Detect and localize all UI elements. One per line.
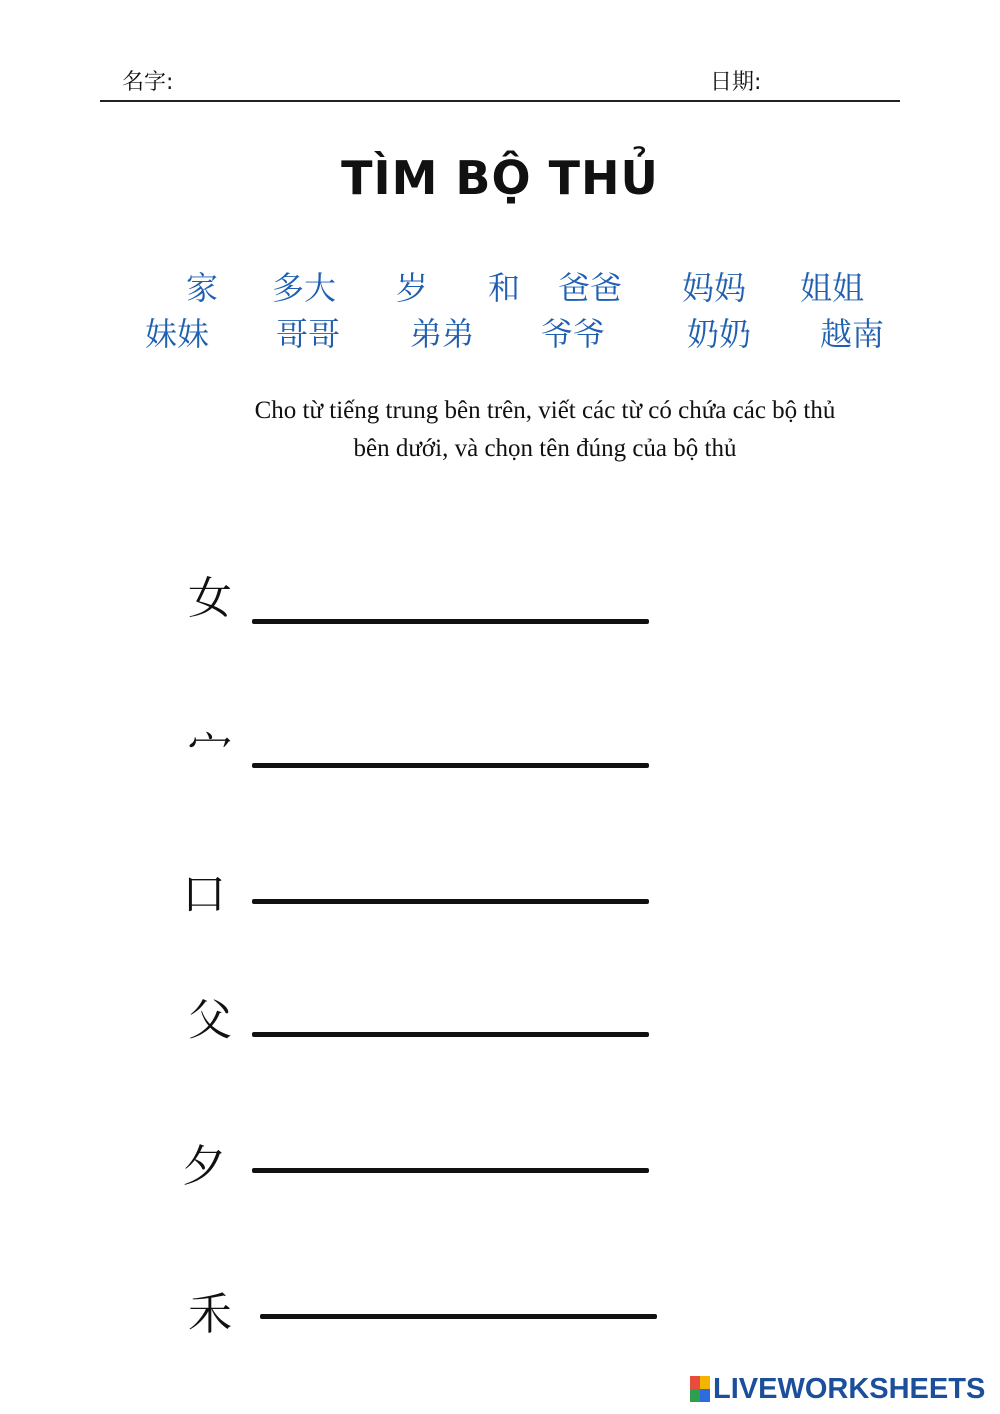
answer-line-nu[interactable] [252, 619, 649, 624]
date-label: 日期: [710, 70, 762, 95]
watermark-text: LIVEWORKSHEETS [713, 1373, 986, 1405]
word-bank-item: 岁 [396, 269, 429, 307]
logo-square-yellow [700, 1376, 710, 1389]
word-bank-item: 奶奶 [687, 315, 752, 353]
answer-line-mian[interactable] [252, 763, 649, 768]
logo-square-blue [700, 1389, 710, 1402]
name-label: 名字: [122, 70, 174, 95]
radical-kou: 口 [182, 869, 226, 920]
answer-line-he[interactable] [260, 1314, 657, 1319]
word-bank-item: 爸爸 [558, 269, 623, 307]
radical-xi: 夕 [182, 1141, 226, 1192]
answer-line-xi[interactable] [252, 1168, 649, 1173]
logo-square-green [690, 1389, 700, 1402]
word-bank-item: 姐姐 [800, 269, 865, 307]
radical-fu: 父 [188, 995, 232, 1046]
word-bank-item: 多大 [272, 269, 337, 307]
word-bank-item: 弟弟 [410, 315, 475, 353]
word-bank-item: 爷爷 [541, 315, 606, 353]
logo-square-red [690, 1376, 700, 1389]
instructions-line-1: Cho từ tiếng trung bên trên, viết các từ có chứa các bộ thủ [254, 397, 836, 424]
instructions-line-2: bên dưới, và chọn tên đúng của bộ thủ [353, 435, 737, 462]
header-underline [100, 100, 900, 102]
radical-he: 禾 [188, 1289, 232, 1340]
word-bank-item: 妹妹 [145, 315, 210, 353]
answer-line-fu[interactable] [252, 1032, 649, 1037]
word-bank-item: 哥哥 [276, 315, 341, 353]
instructions [190, 392, 900, 468]
word-bank-item: 和 [488, 269, 521, 307]
word-bank-item: 家 [186, 269, 219, 307]
liveworksheets-watermark [690, 1372, 985, 1406]
answer-line-kou[interactable] [252, 899, 649, 904]
word-bank-item: 越南 [820, 315, 885, 353]
word-bank-item: 妈妈 [682, 269, 747, 307]
page-title: TÌM BỘ THỦ [341, 151, 659, 205]
liveworksheets-logo-icon [690, 1376, 710, 1402]
radical-nu: 女 [188, 573, 232, 624]
radical-mian: 宀 [188, 726, 232, 777]
